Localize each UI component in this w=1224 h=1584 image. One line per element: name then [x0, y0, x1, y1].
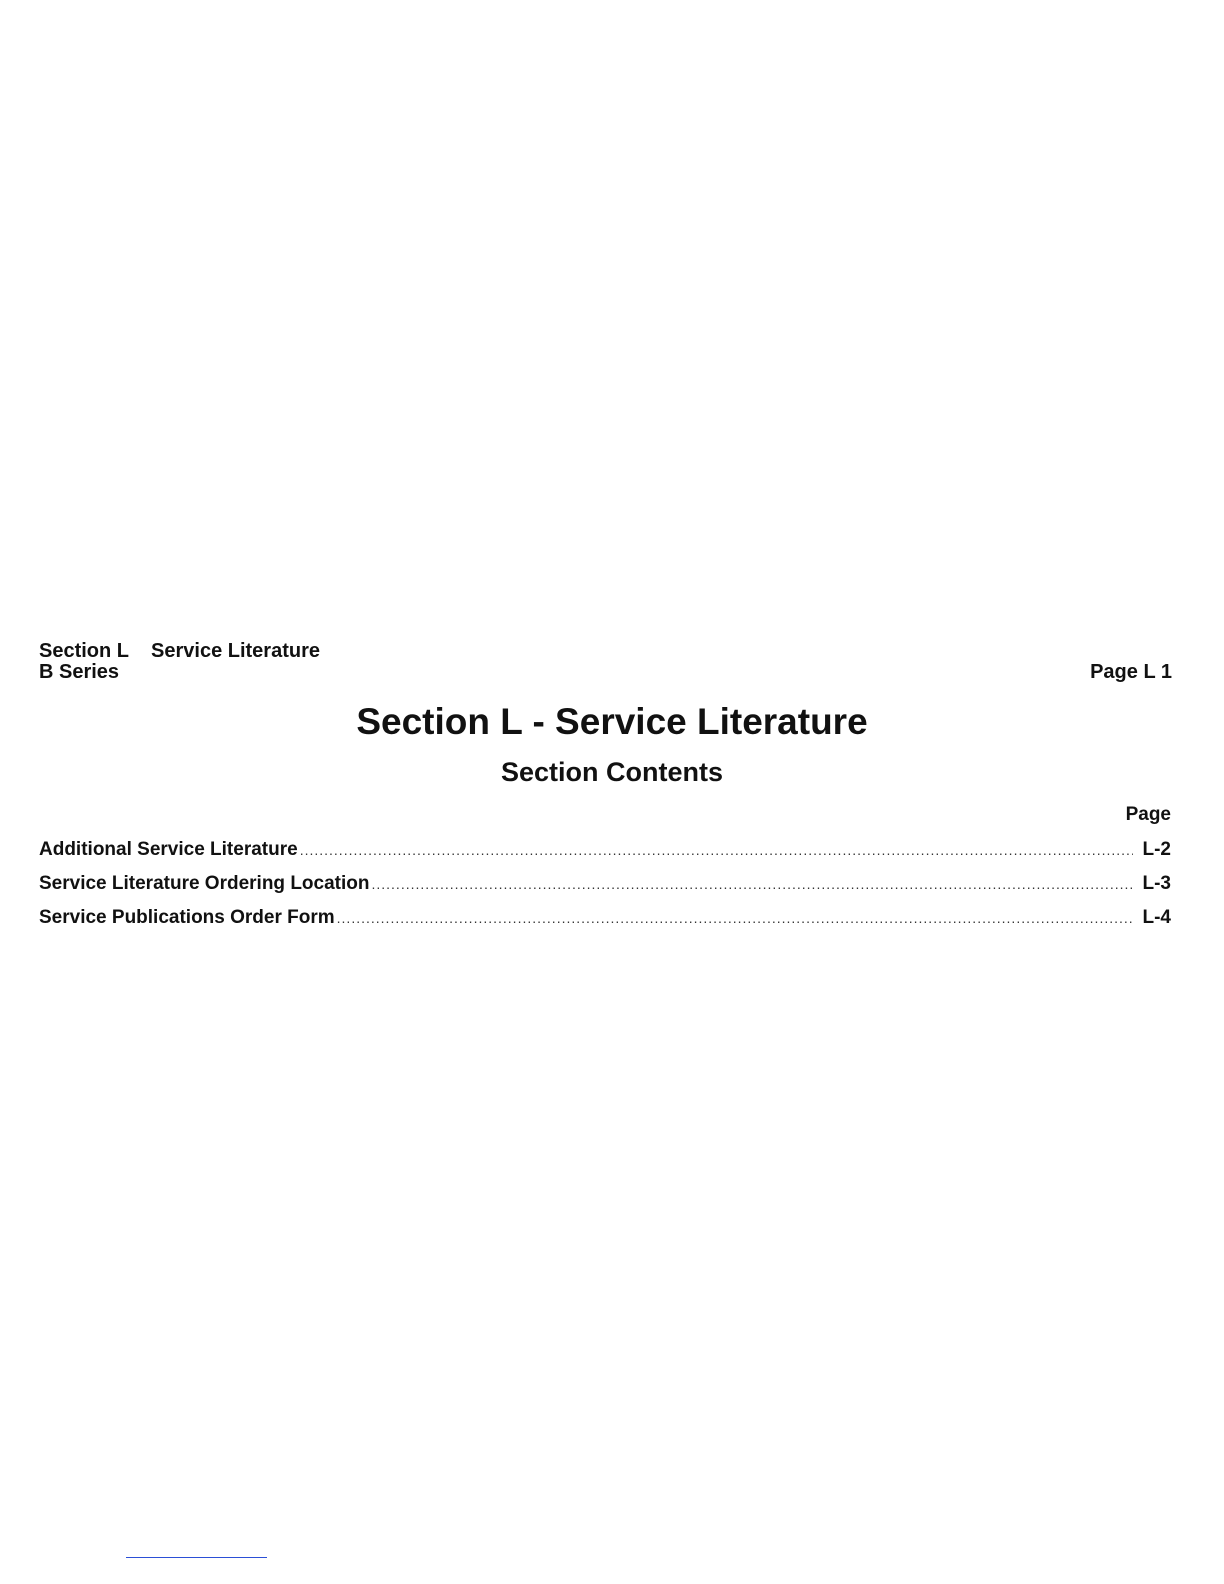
- toc-entry[interactable]: [39, 870, 1171, 904]
- toc-entry[interactable]: [39, 836, 1171, 870]
- footer-rule: [126, 1557, 267, 1558]
- series-label: B Series: [39, 661, 120, 683]
- table-of-contents: [39, 836, 1171, 938]
- toc-entry-title: Service Literature Ordering Location: [39, 873, 370, 894]
- toc-entry[interactable]: [39, 904, 1171, 938]
- toc-page-column-header: Page: [1125, 804, 1171, 825]
- running-header: [39, 641, 320, 683]
- page-subtitle: Section Contents: [500, 757, 723, 787]
- toc-entry-page: L-2: [1142, 839, 1171, 860]
- section-name: Service Literature: [151, 640, 320, 662]
- toc-entry-title: Service Publications Order Form: [39, 907, 335, 928]
- section-id: Section L: [39, 640, 130, 662]
- dot-leader: [337, 904, 1133, 932]
- toc-entry-title: Additional Service Literature: [39, 839, 298, 860]
- toc-entry-page: L-4: [1142, 907, 1171, 928]
- running-header-line-1: [39, 641, 320, 662]
- dot-leader: [371, 870, 1133, 898]
- page-title: Section L - Service Literature: [356, 701, 868, 742]
- toc-entry-page: L-3: [1142, 873, 1171, 894]
- page-number: Page L 1: [1090, 661, 1172, 683]
- dot-leader: [300, 836, 1133, 864]
